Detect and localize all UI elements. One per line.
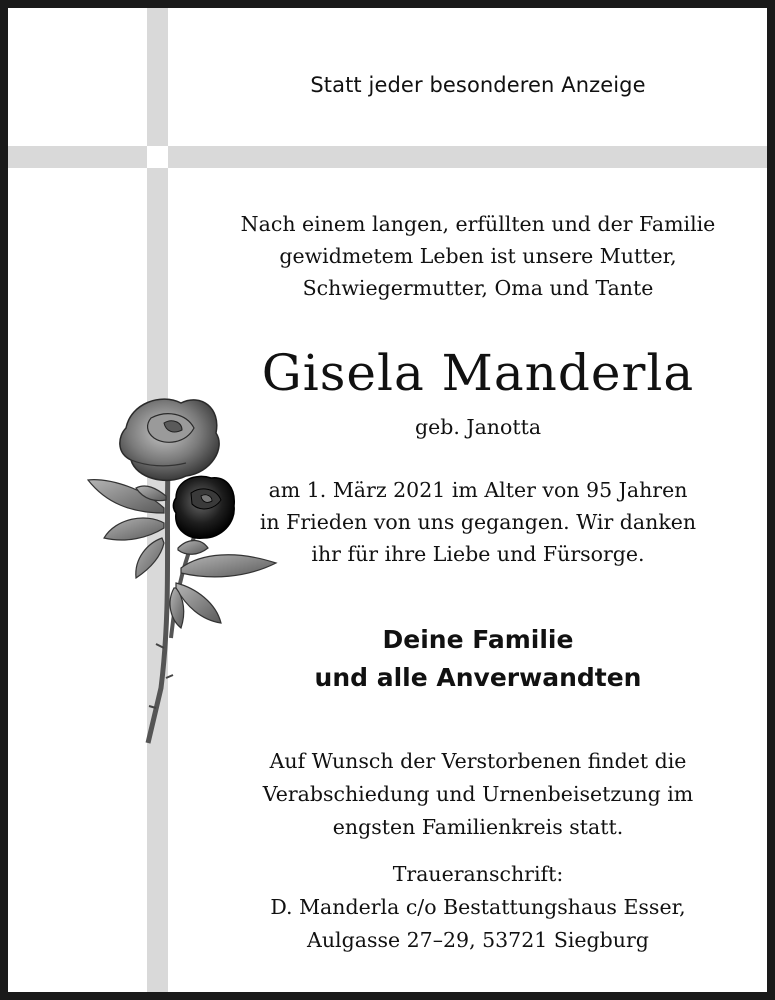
header-title: Statt jeder besonderen Anzeige: [310, 73, 646, 97]
death-notice-line: am 1. März 2021 im Alter von 95 Jahren: [268, 478, 688, 502]
cross-horizontal-bar: [8, 146, 767, 168]
leaf-icon: [178, 541, 208, 555]
address-text: [208, 891, 748, 957]
leaf-icon: [136, 538, 164, 578]
cross-center-gap: [147, 146, 168, 168]
signature-line: Deine Familie: [382, 625, 574, 654]
death-notice: [208, 474, 748, 570]
family-signature: [208, 621, 748, 697]
signature-line: und alle Anverwandten: [314, 663, 642, 692]
wish-text: [208, 745, 748, 844]
deceased-name: Gisela Manderla: [261, 344, 695, 402]
wish-line: Auf Wunsch der Verstorbenen findet die: [269, 749, 687, 773]
address-line: Aulgasse 27–29, 53721 Siegburg: [307, 928, 649, 952]
intro-text: [208, 208, 748, 304]
birth-name: geb. Janotta: [414, 415, 542, 439]
death-notice-line: in Frieden von uns gegangen. Wir danken: [259, 510, 697, 534]
address-label: Traueranschrift:: [392, 862, 564, 886]
rose-light-icon: [120, 399, 219, 480]
intro-line: Schwiegermutter, Oma und Tante: [302, 276, 654, 300]
wish-line: engsten Familienkreis statt.: [332, 815, 624, 839]
leaf-icon: [104, 518, 164, 540]
address-line: D. Manderla c/o Bestattungshaus Esser,: [270, 895, 686, 919]
intro-line: Nach einem langen, erfüllten und der Familie: [240, 212, 716, 236]
wish-line: Verabschiedung und Urnenbeisetzung im: [262, 782, 694, 806]
death-notice-line: ihr für ihre Liebe und Fürsorge.: [311, 542, 645, 566]
intro-line: gewidmetem Leben ist unsere Mutter,: [279, 244, 677, 268]
